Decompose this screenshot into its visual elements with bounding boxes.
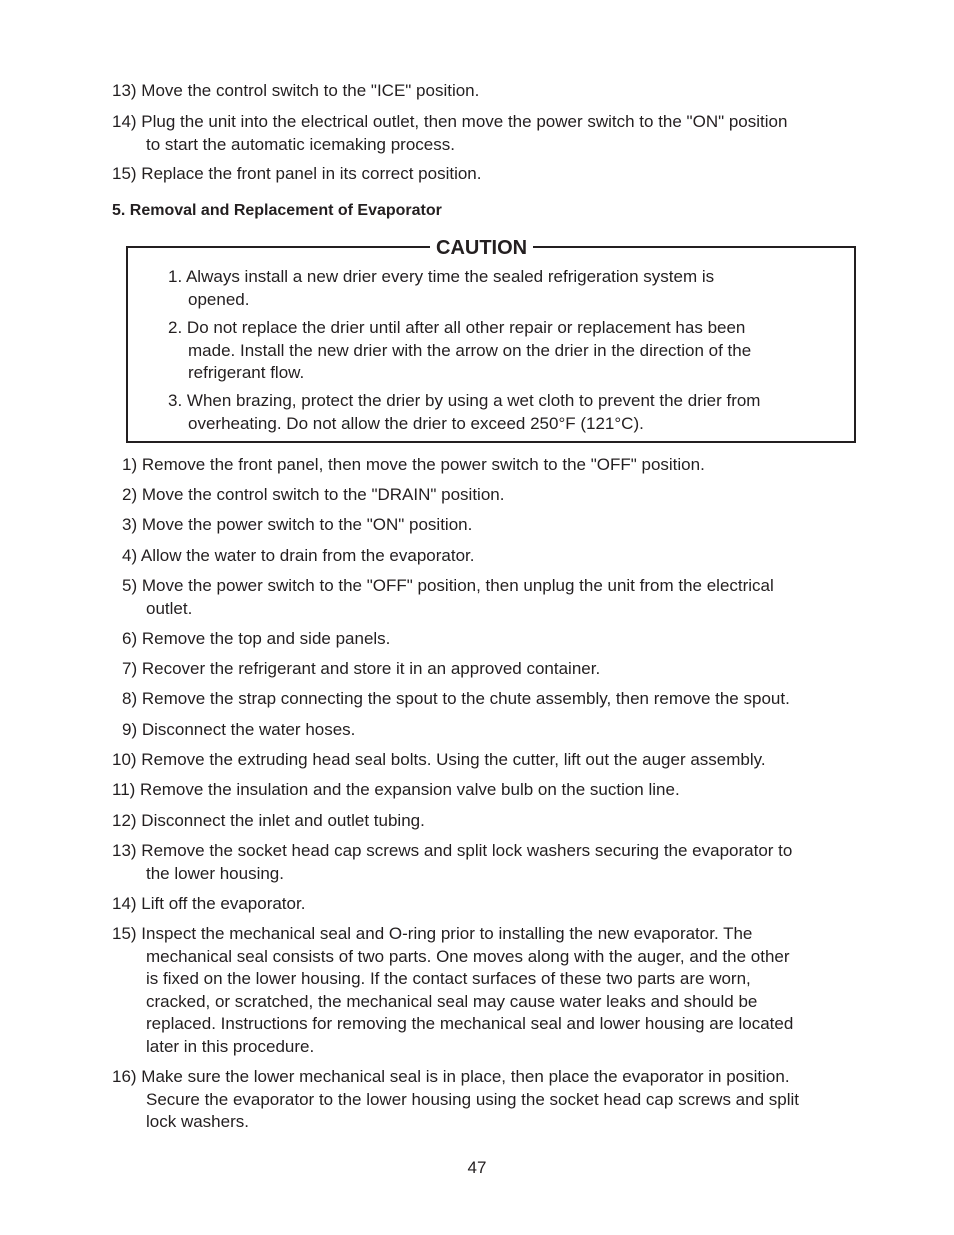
item-text-line: Disconnect the inlet and outlet tubing. (136, 811, 425, 830)
list-item (122, 454, 705, 477)
list-item (168, 266, 714, 311)
item-text-line: opened. (188, 289, 250, 309)
caution-title: CAUTION (430, 235, 533, 261)
item-number: 3. (168, 391, 183, 410)
item-text-line: Lift off the evaporator. (136, 894, 306, 913)
item-text-line: Disconnect the water hoses. (137, 720, 356, 739)
item-number: 6) (122, 629, 138, 648)
list-item (112, 163, 481, 186)
item-text-line: Move the power switch to the "OFF" position, then unplug the unit from the electrical (137, 576, 774, 595)
item-text-line: Remove the strap connecting the spout to the chute assembly, then remove the spout. (137, 689, 790, 708)
item-text-line: Replace the front panel in its correct position. (136, 164, 482, 183)
item-text-line: outlet. (146, 598, 193, 618)
item-text-line: cracked, or scratched, the mechanical seal may cause water leaks and should be (146, 991, 758, 1011)
list-item (112, 111, 787, 156)
item-number: 1) (122, 455, 138, 474)
item-text-line: Allow the water to drain from the evaporator. (137, 546, 475, 565)
item-text-line: Remove the front panel, then move the power switch to the "OFF" position. (137, 455, 705, 474)
list-item (122, 628, 390, 651)
list-item (112, 779, 680, 802)
item-text-line: lock washers. (146, 1112, 249, 1131)
item-number: 5) (122, 576, 138, 595)
item-text-line: Do not replace the drier until after all other repair or replacement has been (182, 318, 746, 337)
item-text-line: to start the automatic icemaking process. (146, 134, 455, 154)
item-number: 1. (168, 267, 183, 286)
list-item (112, 749, 766, 772)
item-text-line: refrigerant flow. (188, 363, 305, 382)
item-text-line: Remove the insulation and the expansion valve bulb on the suction line. (135, 780, 680, 799)
item-number: 4) (122, 546, 138, 565)
item-text-line: Remove the top and side panels. (137, 629, 391, 648)
item-number: 9) (122, 720, 138, 739)
list-item (112, 1066, 799, 1134)
item-number: 14) (112, 894, 137, 913)
list-item (122, 514, 472, 537)
item-text-line: made. Install the new drier with the arrow on the drier in the direction of the (188, 340, 752, 360)
item-text-line: Secure the evaporator to the lower housing using the socket head cap screws and split (146, 1089, 799, 1109)
item-text-line: Inspect the mechanical seal and O-ring prior to installing the new evaporator. The (136, 924, 753, 943)
item-number: 2. (168, 318, 183, 337)
item-text-line: is fixed on the lower housing. If the contact surfaces of these two parts are worn, (146, 969, 751, 988)
item-text-line: the lower housing. (146, 863, 284, 883)
list-item (122, 688, 790, 711)
item-text-line: Make sure the lower mechanical seal is in place, then place the evaporator in position. (136, 1067, 790, 1086)
item-number: 15) (112, 924, 137, 943)
item-text-line: Move the control switch to the "ICE" position. (136, 81, 480, 100)
item-text-line: Always install a new drier every time the sealed refrigeration system is (182, 267, 715, 286)
section-heading: 5. Removal and Replacement of Evaporator (112, 202, 442, 219)
item-text-line: Plug the unit into the electrical outlet, then move the power switch to the "ON" position (136, 112, 788, 131)
item-number: 3) (122, 515, 138, 534)
item-text-line: Remove the extruding head seal bolts. Using the cutter, lift out the auger assembly. (136, 750, 766, 769)
item-number: 12) (112, 811, 137, 830)
item-number: 13) (112, 81, 137, 100)
item-text-line: overheating. Do not allow the drier to exceed 250°F (121°C). (188, 413, 644, 433)
item-number: 2) (122, 485, 138, 504)
page-number: 47 (467, 1158, 487, 1177)
item-text-line: Move the power switch to the "ON" position. (137, 515, 473, 534)
item-number: 16) (112, 1067, 137, 1086)
item-text-line: replaced. Instructions for removing the mechanical seal and lower housing are located (146, 1014, 794, 1033)
list-item (112, 810, 425, 833)
list-item (122, 484, 504, 507)
item-text-line: Remove the socket head cap screws and split lock washers securing the evaporator to (136, 841, 793, 860)
item-number: 10) (112, 750, 137, 769)
list-item (112, 923, 793, 1058)
list-item (122, 719, 355, 742)
list-item (168, 390, 760, 435)
item-text-line: Move the control switch to the "DRAIN" position. (137, 485, 505, 504)
item-text-line: mechanical seal consists of two parts. One moves along with the auger, and the other (146, 946, 790, 966)
item-number: 13) (112, 841, 137, 860)
list-item (112, 80, 479, 103)
list-item (112, 893, 305, 916)
item-text-line: When brazing, protect the drier by using a wet cloth to prevent the drier from (182, 391, 761, 410)
item-text-line: later in this procedure. (146, 1036, 315, 1056)
list-item (168, 317, 751, 385)
list-item (122, 545, 474, 568)
item-number: 8) (122, 689, 138, 708)
item-number: 14) (112, 112, 137, 131)
list-item (122, 575, 774, 620)
list-item (122, 658, 600, 681)
item-number: 11) (112, 780, 136, 799)
item-number: 15) (112, 164, 137, 183)
item-number: 7) (122, 659, 138, 678)
item-text-line: Recover the refrigerant and store it in an approved container. (137, 659, 601, 678)
list-item (112, 840, 792, 885)
